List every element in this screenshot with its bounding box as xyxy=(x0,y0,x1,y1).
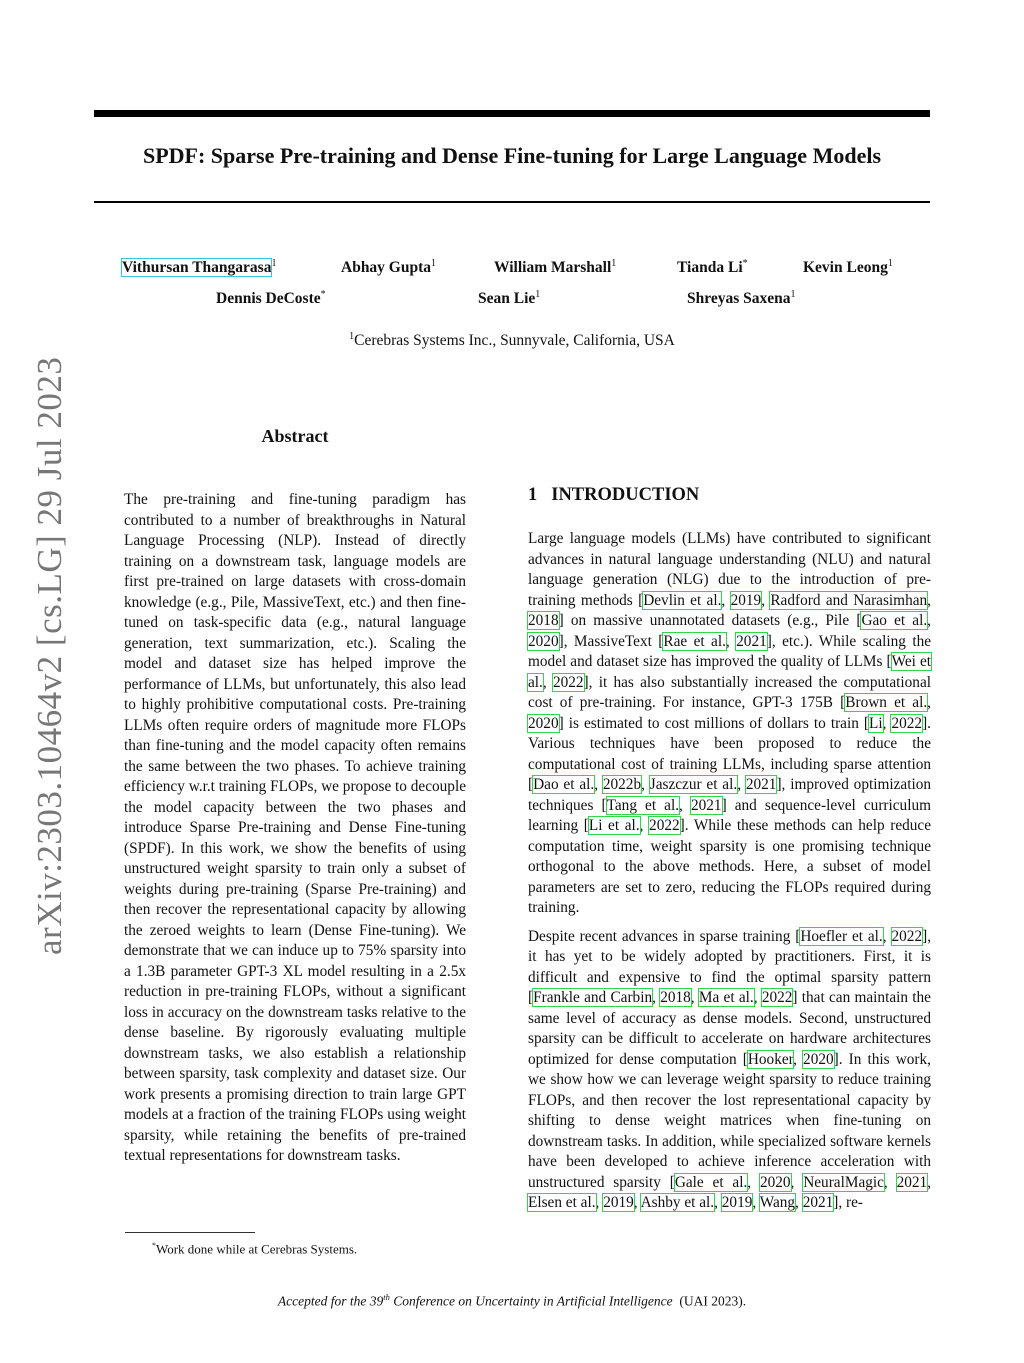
text-run: ] that can maintain the same level of accuracy as dense models. Second, unstructured sparsity can be difficult to accelerate on hardware architectures optimized for dense computation [ xyxy=(528,989,931,1068)
citation-link[interactable]: Devlin et al. xyxy=(643,591,722,609)
author-4-name: Tianda Li xyxy=(677,259,743,277)
text-run: ], MassiveText [ xyxy=(558,632,664,650)
footnote xyxy=(152,1241,357,1257)
paper-title: SPDF: Sparse Pre-training and Dense Fine-tuning for Large Language Models xyxy=(142,143,882,168)
citation-link[interactable]: Radford and Narasimhan xyxy=(770,591,928,609)
citation-link[interactable]: Hoefler et al. xyxy=(800,927,883,945)
section-title: INTRODUCTION xyxy=(551,485,700,505)
section-heading-introduction xyxy=(528,485,699,506)
citation-link[interactable]: 2019 xyxy=(721,1194,753,1211)
footer-venue: (UAI 2023). xyxy=(679,1293,747,1309)
footnote-text: Work done while at Cerebras Systems. xyxy=(156,1241,358,1257)
author-5 xyxy=(803,258,893,277)
citation-link[interactable]: 2018 xyxy=(528,612,559,629)
footnote-mark: * xyxy=(152,1241,156,1250)
author-3 xyxy=(494,258,616,277)
citation-link[interactable]: 2020 xyxy=(528,632,559,650)
citation-link[interactable]: 2019 xyxy=(730,591,762,609)
citation-link[interactable]: Dao et al. xyxy=(533,776,595,793)
citation-link[interactable]: 2022 xyxy=(891,714,923,732)
author-1-mark: 1 xyxy=(271,258,277,269)
author-6-mark: * xyxy=(320,289,326,300)
page-footer xyxy=(0,1292,1024,1310)
author-2 xyxy=(341,258,436,277)
citation-link[interactable]: NeuralMagic xyxy=(803,1173,884,1191)
intro-paragraph-1: Large language models (LLMs) have contributed to significant advances in natural language understanding (NLU) and natural language generation (NLG) due to the introduction of pre-training methods [Devlin et al., 2019, Radford and Narasimhan, 2018] on massive unannotated datasets (e.g., Pile [Gao et al., 2020], MassiveText [Rae et al., 2021], etc.). While scaling the model and dataset size has improved the quality of LLMs [Wei et al., 2022], it has also substantially increased the computational cost of pre-training. For instance, GPT-3 175B [Brown et al., 2020] is estimated to cost millions of dollars to train [Li, 2022]. Various techniques have been proposed to reduce the computational cost of training LLMs, including sparse attention [Dao et al., 2022b, Jaszczur et al., 2021], improved optimization techniques [Tang et al., 2021] and sequence-level curriculum learning [Li et al., 2022]. While these methods can help reduce computation time, weight sparsity is one promising technique orthogonal to the above methods. Here, a subset of model parameters are set to zero, reducing the FLOPs required during training. xyxy=(528,530,932,916)
author-3-mark: 1 xyxy=(611,258,617,269)
author-7-name: Sean Lie xyxy=(478,290,536,308)
author-1-link[interactable]: Vithursan Thangarasa xyxy=(122,259,272,277)
citation-link[interactable]: 2022 xyxy=(649,817,680,834)
citation-link[interactable]: 2020 xyxy=(759,1173,791,1191)
author-8-name: Shreyas Saxena xyxy=(687,290,791,308)
citation-link[interactable]: 2021 xyxy=(745,776,777,793)
author-6-name: Dennis DeCoste xyxy=(216,290,321,308)
author-2-mark: 1 xyxy=(431,258,437,269)
text-run: ]. While these methods can help reduce computation time, weight sparsity is one promising technique orthogonal to the above methods. Here, a subset of model parameters are set to zero, reducing the FLOPs required during training. xyxy=(528,817,931,916)
citation-link[interactable]: 2022 xyxy=(761,989,793,1006)
text-run: ] is estimated to cost millions of dollars to train [ xyxy=(558,714,869,732)
text-run: ], re- xyxy=(833,1194,864,1211)
affiliation-text: Cerebras Systems Inc., Sunnyvale, California, USA xyxy=(354,332,675,350)
citation-link[interactable]: Ma et al. xyxy=(698,989,754,1006)
affiliation-mark: 1 xyxy=(349,331,355,342)
text-run: ], improved optimization techniques [ xyxy=(528,776,932,814)
abstract-text: The pre-training and fine-tuning paradigm has contributed to a number of breakthroughs in Natural Language Processing (NLP). Instead of directly training on a downstream task, language models are first pre-trained on large datasets with cross-domain knowledge (e.g., Pile, MassiveText, etc.) and then fine-tuned on task-specific data (e.g., natural language generation, text summarization, etc.). Scaling the model and dataset size has helped improve the performance of LLMs, but unfortunately, this also lead to highly prohibitive computational costs. Pre-training LLMs often require orders of magnitude more FLOPs than fine-tuning and the model capacity often remains the same between the two phases. To achieve training efficiency w.r.t training FLOPs, we propose to decouple the model capacity between the two phases and introduce Sparse Pre-training and Dense Fine-tuning (SPDF). In this work, we show the benefits of using unstructured weight sparsity to train only a subset of weights during pre-training (Sparse Pre-training) and then recover the representational capacity by allowing the zeroed weights to learn (Dense Fine-tuning). We demonstrate that we can induce up to 75% sparsity into a 1.3B parameter GPT-3 XL model resulting in a 2.5x reduction in pre-training FLOPs, without a significant loss in accuracy on the downstream tasks relative to the dense baseline. By rigorously evaluating multiple downstream tasks, we also establish a relationship between sparsity, task complexity and dataset size. Our work presents a promising direction to train large GPT models at a fraction of the training FLOPs using weight sparsity, while retaining the benefits of pre-trained textual representations for downstream tasks. xyxy=(124,491,466,1164)
footer-post: Conference on Uncertainty in Artificial Intelligence xyxy=(389,1293,673,1309)
citation-link[interactable]: Brown et al. xyxy=(845,694,928,711)
citation-link[interactable]: Elsen et al. xyxy=(528,1194,596,1211)
text-run: ]. Various techniques have been proposed to reduce the computational cost of training LLMs, including sparse attention [ xyxy=(528,714,931,793)
footnote-rule xyxy=(125,1232,255,1233)
citation-link[interactable]: Wang xyxy=(759,1194,796,1211)
author-8 xyxy=(687,289,796,308)
footer-pre: Accepted for the 39 xyxy=(277,1293,384,1309)
citation-link[interactable]: Hooker xyxy=(747,1050,794,1068)
abstract-body xyxy=(124,490,466,1175)
citation-link[interactable]: Ashby et al. xyxy=(640,1194,715,1211)
introduction-body xyxy=(528,529,931,1222)
text-run: ] and sequence-level curriculum learning [ xyxy=(528,796,931,834)
author-1[interactable] xyxy=(122,258,276,277)
text-run: ], etc.). While scaling the model and dataset size has improved the quality of LLMs [ xyxy=(528,632,932,670)
text-run: ] on massive unannotated datasets (e.g., Pile [ xyxy=(558,612,862,629)
author-4 xyxy=(677,258,748,277)
citation-link[interactable]: Gale et al. xyxy=(674,1173,748,1191)
author-5-mark: 1 xyxy=(887,258,893,269)
affiliation xyxy=(0,331,1024,350)
citation-link[interactable]: Frankle and Carbin xyxy=(533,989,653,1006)
citation-link[interactable]: 2020 xyxy=(528,714,559,732)
citation-link[interactable]: 2022b xyxy=(602,776,642,793)
citation-link[interactable]: 2022 xyxy=(891,927,923,945)
author-5-name: Kevin Leong xyxy=(803,259,888,277)
text-run: ], it has also substantially increased the computational cost of pre-training. For instance, GPT-3 175B [ xyxy=(528,673,931,711)
author-3-name: William Marshall xyxy=(494,259,612,277)
intro-paragraph-2: Despite recent advances in sparse training [Hoefler et al., 2022], it has yet to be widely adopted by practitioners. First, it is difficult and expensive to find the optimal sparsity pattern [Frankle and Carbin, 2018, Ma et al., 2022] that can maintain the same level of accuracy as dense models. Second, unstructured sparsity can be difficult to accelerate on hardware architectures optimized for dense computation [Hooker, 2020]. In this work, we show how we can leverage weight sparsity to reduce training FLOPs, and then recover the lost representational capacity by shifting to dense weight matrices when fine-tuning on downstream tasks. In addition, while specialized software kernels have been developed to achieve inference acceleration with unstructured sparsity [Gale et al., 2020, NeuralMagic, 2021, Elsen et al., 2019, Ashby et al., 2019, Wang, 2021], re- xyxy=(528,927,932,1211)
citation-link[interactable]: Tang et al. xyxy=(606,796,680,814)
citation-link[interactable]: 2021 xyxy=(690,796,722,814)
author-8-mark: 1 xyxy=(790,289,796,300)
abstract-heading: Abstract xyxy=(261,426,329,446)
citation-link[interactable]: 2020 xyxy=(803,1050,834,1068)
arxiv-identifier-stamp: arXiv:2303.10464v2 [cs.LG] 29 Jul 2023 xyxy=(30,356,69,955)
citation-link[interactable]: 2022 xyxy=(552,673,584,691)
citation-link[interactable]: 2021 xyxy=(736,632,767,650)
footer-sup: th xyxy=(383,1292,390,1302)
citation-link[interactable]: Li et al. xyxy=(588,817,640,834)
citation-link[interactable]: Li xyxy=(869,714,883,732)
citation-link[interactable]: 2021 xyxy=(896,1173,928,1191)
citation-link[interactable]: 2018 xyxy=(660,989,691,1006)
citation-link[interactable]: 2021 xyxy=(802,1194,834,1211)
text-run: Despite recent advances in sparse training [ xyxy=(528,927,801,945)
section-number: 1 xyxy=(528,485,538,505)
text-run: ], it has yet to be widely adopted by practitioners. First, it is difficult and expensive to find the optimal sparsity pattern [ xyxy=(528,927,932,1006)
author-7-mark: 1 xyxy=(535,289,541,300)
citation-link[interactable]: Gao et al. xyxy=(861,612,928,629)
author-6 xyxy=(216,289,326,308)
title-top-rule xyxy=(94,110,930,117)
text-run: Large language models (LLMs) have contributed to significant advances in natural language understanding (NLU) and natural language generation (NLG) due to the introduction of pre-training methods [ xyxy=(528,530,931,609)
author-4-mark: * xyxy=(742,258,748,269)
title-bottom-rule xyxy=(94,201,930,203)
citation-link[interactable]: Rae et al. xyxy=(663,632,726,650)
citation-link[interactable]: 2019 xyxy=(603,1194,634,1211)
citation-link[interactable]: Wei et al. xyxy=(528,653,931,691)
text-run: ]. In this work, we show how we can leverage weight sparsity to reduce training FLOPs, and then recover the lost representational capacity by shifting to dense weight matrices when fine-tuning on downstream tasks. In addition, while specialized software kernels have been developed to achieve inference acceleration with unstructured sparsity [ xyxy=(528,1050,931,1191)
author-7 xyxy=(478,289,540,308)
citation-link[interactable]: Jaszczur et al. xyxy=(649,776,738,793)
author-2-name: Abhay Gupta xyxy=(341,259,432,277)
